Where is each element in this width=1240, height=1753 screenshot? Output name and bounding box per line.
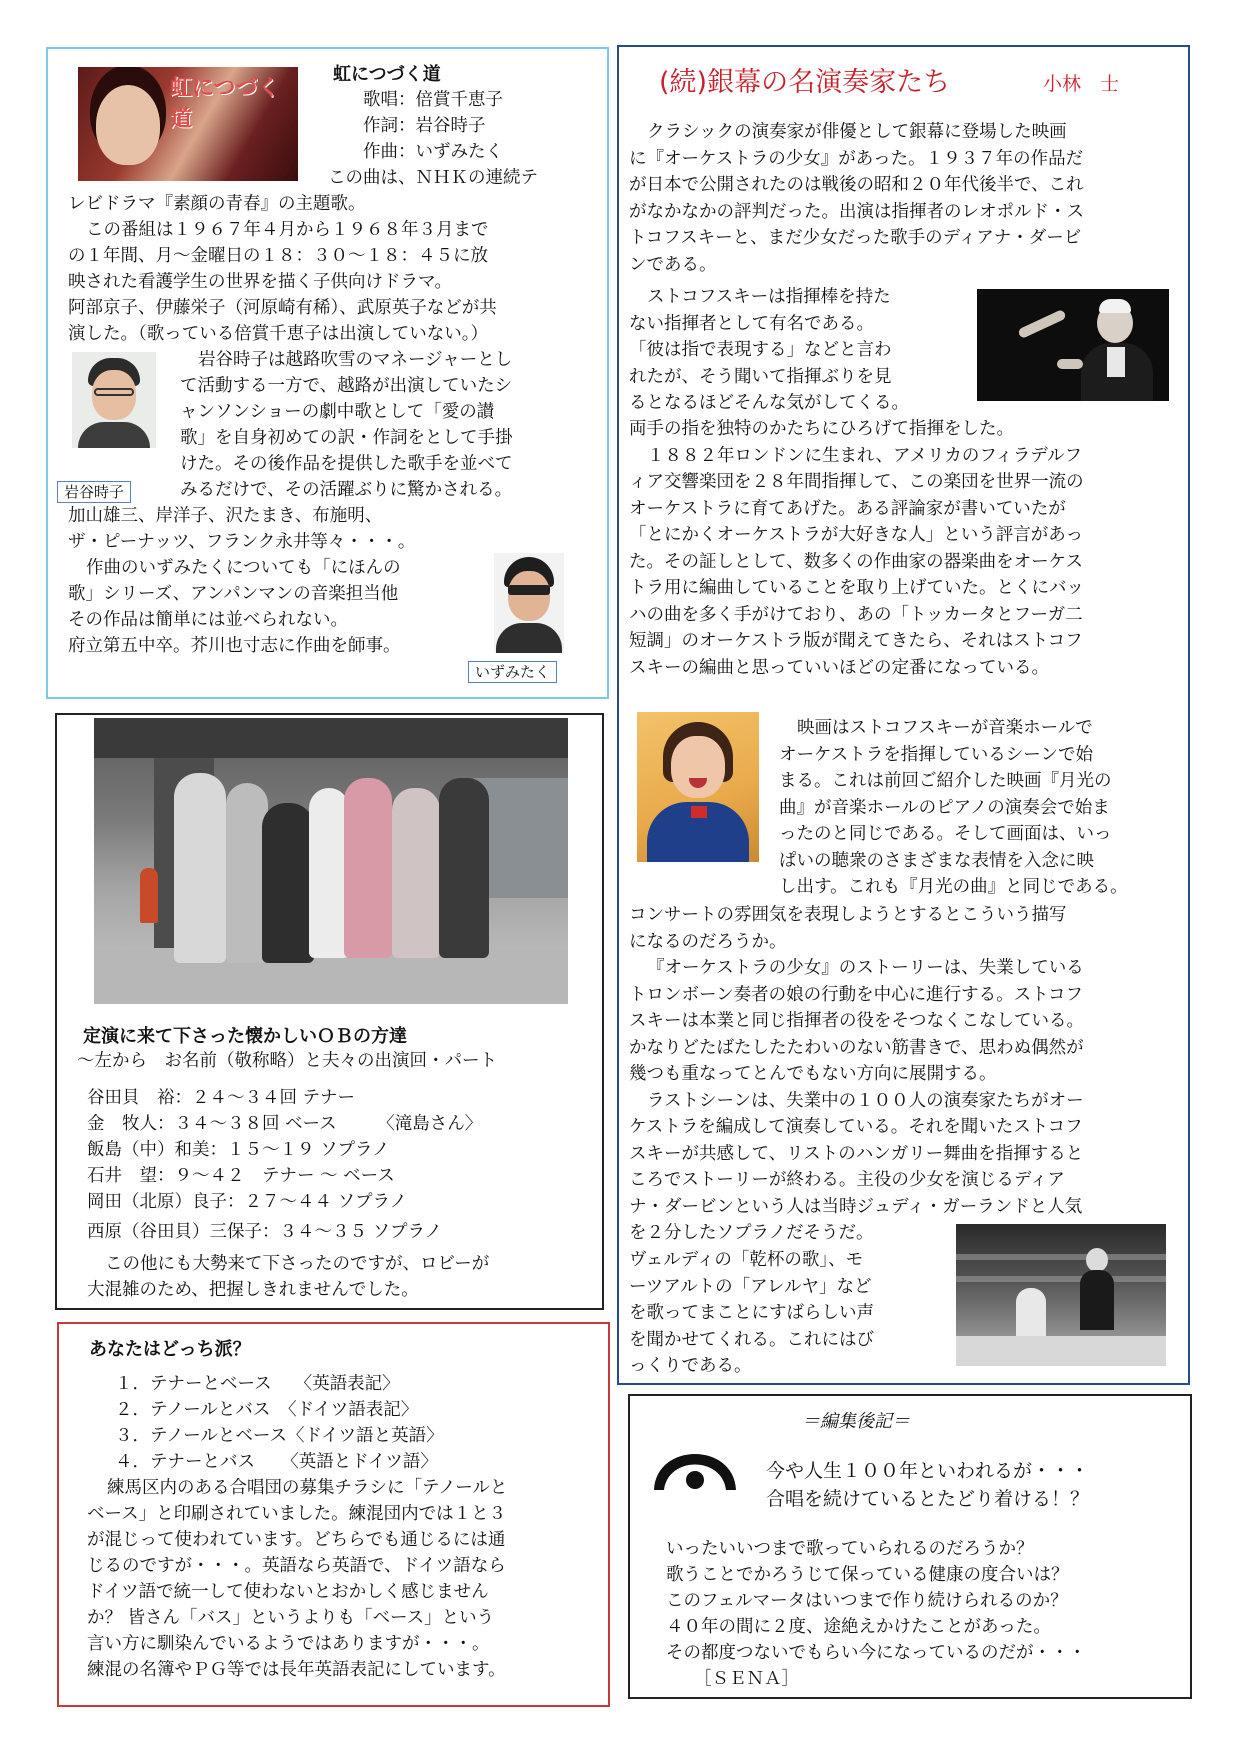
editor-body-line: ４０年の間に２度、途絶えかけたことがあった。 [666,1617,1051,1637]
song-text-line: 作曲のいずみたくについても「にほんの [86,558,401,578]
which-title: あなたはどっち派？ [89,1339,251,1360]
song-text-line: 歌」を自身初めての訳・作詞をとして手掛 [180,428,513,448]
ob-member: 飯島（中）和美：１５～１９ ソプラノ [87,1140,390,1160]
deanna-durbin-photo [637,712,759,862]
singer-face [96,85,160,165]
song-text-line: レビドラマ『素顔の青春』の主題歌。 [68,194,366,214]
ob-person [174,773,226,963]
film-para2: ストコフスキーは指揮棒を持た ない指揮者として有名である。 「彼は指で表現する」などと言わ れたが、そう聞いて指揮ぶりを見 るとなるほどそんな気がしてくる。 [629,287,909,413]
which-option: １．テナーとベース 〈英語表記〉 [115,1374,400,1394]
song-credit-composer: 作曲：いずみたく [363,142,503,162]
song-text-line: 府立第五中卒。芥川也寸志に作曲を師事。 [68,636,401,656]
film-para6: ヴェルディの「乾杯の歌」、モ ーツアルトの「アレルヤ」など を歌ってまことにすばらしい声 を聞かせてくれる。これにはび っくりである。 [629,1250,874,1376]
record-logo: 虹につづく道 [170,76,280,132]
izumi-portrait [494,553,564,653]
song-credit-singer: 歌唱：倍賞千恵子 [363,90,503,110]
which-body-line: が混じって使われています。どちらでも通じるには通 [87,1530,506,1550]
editor-body-line: いったいいつまで歌っていられるのだろうか？ [666,1539,1034,1559]
ob-subtitle: ～左から お名前（敬称略）と夫々の出演回・パート [77,1051,497,1071]
song-text-line: 演した。（歌っている倍賞千恵子は出演していない。） [68,324,488,344]
song-text-line: ザ・ピーナッツ、フランク永井等々・・・。 [68,532,416,552]
which-body-line: 言い方に馴染んでいるようではありますが・・・。 [87,1634,490,1654]
song-text-line: 岩谷時子は越路吹雪のマネージャーとし [198,350,513,370]
stokowski-photo [977,289,1169,401]
which-body-line: ベース」と印刷されていました。練混団内では１と３ [87,1504,507,1524]
film-article [617,45,1190,1385]
ob-person [439,778,489,958]
ob-member: 谷田貝 裕：２４～３４回 テナー [87,1088,356,1108]
film-para4: 映画はストコフスキーが音楽ホールで オーケストラを指揮しているシーンで始 まる。これは前回ご紹介した映画『月光の 曲』が音楽ホールのピアノの演奏会で始ま ったのと同じである。そして画面は、いっ ぱいの聴衆のさまざまな表情を入念に映 し出す。これも『月光の曲』と同じである。 [779,718,1128,897]
fermata-icon [650,1432,740,1494]
iwatani-caption: 岩谷時子 [57,481,131,503]
ob-note-line: 大混雑のため、把握しきれませんでした。 [87,1280,419,1300]
song-text-line: けた。その後作品を提供した歌手を並べて [180,454,513,474]
film-para5: コンサートの雰囲気を表現しようとするとこういう描写 になるのだろうか。 『オーケストラの少女』のストーリーは、失業している トロンボーン奏者の娘の行動を中心に進行する。ストコフ スキーは本業と同じ指揮者の役をそつなくこなしている。 かなりどたばたしたたわいのない筋書きで、思わぬ偶然が 幾つも重なってとんでもない方向に展開する。 ラストシーンは、失業中の１００人の演奏家たちがオー ケストラを編成して演奏している。それを聞いたストコフ スキーが共感して、リストのハンガリー舞曲を指揮すると ころでストーリーが終わる。主役の少女を演じるディア ナ・ダービンという人は当時ジュディ・ガーランドと人気 を２分したソプラノだそうだ。 [629,905,1084,1243]
ob-group-photo [94,718,568,1004]
song-text-line: の１年間、月～金曜日の１８：３０～１８：４５に放 [68,246,488,266]
song-text-line: て活動する一方で、越路が出演していたシ [180,376,513,396]
editor-body-line: このフェルマータはいつまで作り続けられるのか？ [666,1591,1068,1611]
record-cover-photo [78,67,298,181]
editor-afterword [628,1394,1192,1699]
ob-person [262,803,314,963]
film-para1: クラシックの演奏家が俳優として銀幕に登場した映画 に『オーケストラの少女』があった。１９３７年の作品だ が日本で公開されたのは戦後の昭和２０年代後半で、これ がなかなかの評判だった。出演は指揮者のレオポルド・ス トコフスキーと、まだ少女だった歌手のディアナ・ダービ ンである。 [629,122,1084,275]
song-article [46,47,609,699]
editor-lead-line: 合唱を続けているとたどり着ける！？ [766,1488,1090,1510]
editor-body-line: 歌うことでかろうじて保っている健康の度合いは？ [666,1565,1069,1585]
song-credit-lyrics: 作詞：岩谷時子 [363,116,486,136]
song-text-line: 歌」シリーズ、アンパンマンの音楽担当他 [68,584,399,604]
which-option: ４．テナーとバス 〈英語とドイツ語〉 [115,1452,438,1472]
which-body-line: じるのですが・・・。英語なら英語で、ドイツ語なら [87,1556,506,1576]
song-text-line: 映された看護学生の世界を描く子供向けドラマ。 [68,272,452,292]
which-article [57,1322,610,1707]
ob-person [344,778,392,958]
song-text-line: ャンソンショーの劇中歌として「愛の讃 [180,402,495,422]
which-body-line: 練混の名簿やＰＧ等では長年英語表記にしています。 [87,1660,506,1680]
ob-title: 定演に来て下さった懐かしいＯＢの方達 [83,1026,407,1047]
ob-member: 金 牧人：３４～３８回 ベース 〈滝島さん〉 [87,1114,483,1134]
song-text-line: その作品は簡単には並べられない。 [68,610,348,630]
ob-article [55,713,604,1310]
orchestra-scene-photo [956,1224,1166,1366]
film-author: 小林 士 [1043,73,1120,95]
which-option: ３．テノールとベース〈ドイツ語と英語〉 [115,1426,444,1446]
ob-member: 岡田（北原）良子：２７～４４ ソプラノ [87,1192,408,1212]
film-para3: 両手の指を独特のかたちにひろげて指揮をした。 １８８２年ロンドンに生まれ、アメリカのフィラデルフ ィア交響楽団を２８年間指揮して、この楽団を世界一流の オーケストラに育てあげた。ある評論家が書いていたが 「とにかくオーケストラが大好きな人」という評言があっ た。その証しとして、数多くの作曲家の器楽曲をオーケス トラ用に編曲していることを取り上げていた。とくにバッ ハの曲を多く手がけており、あの「トッカータとフーガ二 短調」のオーケストラ版が聞えてきたら、それはストコフ スキーの編曲と思っていいほどの定番になっている。 [629,419,1084,678]
film-title: (続)銀幕の名演奏家たち [659,67,951,98]
which-body-line: か？ 皆さん「バス」というよりも「ベース」という [87,1608,495,1628]
song-text-line: 阿部京子、伊藤栄子（河原崎有稀）、武原英子などが共 [68,298,497,318]
ob-person [309,788,349,958]
song-text-line: みるだけで、その活躍ぶりに驚かされる。 [180,480,513,500]
izumi-caption: いずみたく [468,661,557,683]
song-text-line: この番組は１９６７年４月から１９６８年３月まで [86,220,489,240]
which-body-line: ドイツ語で統一して使わないとおかしく感じません [87,1582,489,1602]
iwatani-portrait [72,352,156,448]
which-body-line: 練馬区内のある合唱団の募集チラシに「テノールと [107,1478,508,1498]
editor-body-line: その都度つないでもらい今になっているのだが・・・ [666,1643,1086,1663]
editor-lead-line: 今や人生１００年といわれるが・・・ [766,1460,1090,1482]
ob-person [392,788,440,958]
song-title: 虹につづく道 [333,64,441,85]
song-text-line: 加山雄三、岸洋子、沢たまき、布施明、 [68,506,383,526]
ob-member: 西原（谷田貝）三保子：３４～３５ ソプラノ [87,1222,443,1242]
ob-note-line: この他にも大勢来て下さったのですが、ロビーが [105,1254,490,1274]
ob-member: 石井 望：９～４２ テナー ～ ベース [87,1166,395,1186]
editor-title: ＝編集後記＝ [802,1411,910,1432]
song-text-line: この曲は、ＮＨＫの連続テ [328,168,538,188]
editor-signature: ［ＳＥＮＡ］ [694,1669,799,1689]
which-option: ２．テノールとバス 〈ドイツ語表記〉 [115,1400,419,1420]
